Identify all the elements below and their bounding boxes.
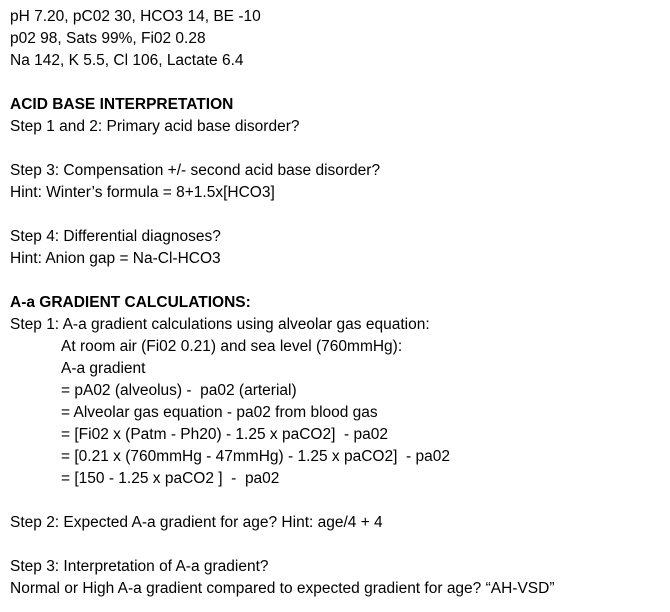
acid-base-step-4-hint: Hint: Anion gap = Na-Cl-HCO3 <box>10 250 221 267</box>
spacer <box>10 72 670 94</box>
aa-gradient-step-1: Step 1: A-a gradient calculations using alveolar gas equation: <box>10 316 430 333</box>
spacer <box>10 490 670 512</box>
aa-gradient-heading: A-a GRADIENT CALCULATIONS: <box>10 294 251 311</box>
acid-base-step-3-hint: Hint: Winter’s formula = 8+1.5x[HCO3] <box>10 184 275 201</box>
lab-line-blood-gas: pH 7.20, pC02 30, HCO3 14, BE -10 <box>10 8 261 25</box>
aa-calc-line: At room air (Fi02 0.21) and sea level (760mmHg): <box>61 338 403 355</box>
acid-base-heading: ACID BASE INTERPRETATION <box>10 96 234 113</box>
aa-gradient-step-3-detail: Normal or High A-a gradient compared to expected gradient for age? “AH-VSD” <box>10 580 555 597</box>
aa-calc-line: = [0.21 x (760mmHg - 47mmHg) - 1.25 x paCO2] - pa02 <box>61 448 450 465</box>
acid-base-step-4: Step 4: Differential diagnoses? <box>10 228 221 245</box>
aa-calc-line: A-a gradient <box>61 360 146 377</box>
spacer <box>10 204 670 226</box>
spacer <box>10 270 670 292</box>
aa-calc-line: = Alveolar gas equation - pa02 from blood gas <box>61 404 378 421</box>
acid-base-step-1-2: Step 1 and 2: Primary acid base disorder? <box>10 118 300 135</box>
acid-base-step-3: Step 3: Compensation +/- second acid base disorder? <box>10 162 381 179</box>
lab-line-oxygenation: p02 98, Sats 99%, Fi02 0.28 <box>10 30 206 47</box>
spacer <box>10 534 670 556</box>
aa-gradient-step-2: Step 2: Expected A-a gradient for age? Hint: age/4 + 4 <box>10 514 383 531</box>
lab-line-electrolytes: Na 142, K 5.5, Cl 106, Lactate 6.4 <box>10 52 244 69</box>
aa-calc-line: = [Fi02 x (Patm - Ph20) - 1.25 x paCO2] - pa02 <box>61 426 388 443</box>
aa-calc-line: = [150 - 1.25 x paCO2 ] - pa02 <box>61 470 280 487</box>
aa-gradient-step-3: Step 3: Interpretation of A-a gradient? <box>10 558 269 575</box>
spacer <box>10 138 670 160</box>
aa-calc-line: = pA02 (alveolus) - pa02 (arterial) <box>61 382 297 399</box>
